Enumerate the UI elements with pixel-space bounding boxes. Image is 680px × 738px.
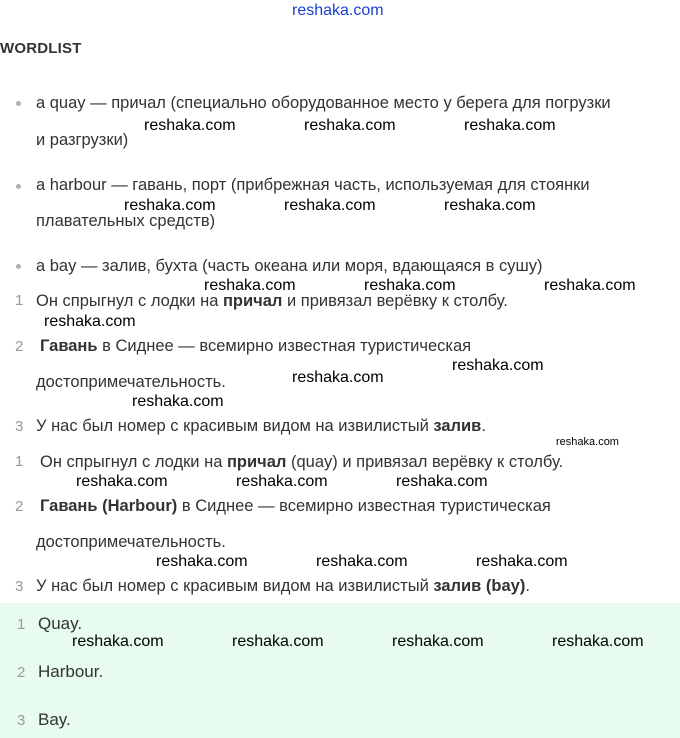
watermark: reshaka.com xyxy=(232,633,324,650)
sentence-1-3: У нас был номер с красивым видом на извилистый залив. xyxy=(36,417,486,435)
answers-block xyxy=(0,603,680,738)
answer-number: 3 xyxy=(17,712,26,729)
watermark: reshaka.com xyxy=(396,473,488,490)
sentence-number: 1 xyxy=(15,453,24,470)
sentence-number: 3 xyxy=(15,418,24,435)
watermark: reshaka.com xyxy=(72,633,164,650)
wordlist-item-3-line1: a bay — залив, бухта (часть океана или моря, вдающаяся в сушу) xyxy=(36,257,543,275)
answer-3: Bay. xyxy=(38,710,71,729)
sentence-number: 1 xyxy=(15,292,24,309)
watermark: reshaka.com xyxy=(556,436,619,448)
answer-2: Harbour. xyxy=(38,662,104,681)
watermark: reshaka.com xyxy=(464,117,556,134)
sentence-number: 3 xyxy=(15,578,24,595)
sentence-2-2: Гавань (Harbour) в Сиднее — всемирно известная туристическая xyxy=(40,497,551,515)
watermark: reshaka.com xyxy=(552,633,644,650)
watermark: reshaka.com xyxy=(156,553,248,570)
watermark: reshaka.com xyxy=(452,357,544,374)
sentence-1-2: Гавань в Сиднее — всемирно известная туристическая xyxy=(40,337,472,355)
sentence-1-2-line2: достопримечательность. xyxy=(36,373,226,391)
sentence-2-1: Он спрыгнул с лодки на причал (quay) и привязал верёвку к столбу. xyxy=(40,453,564,471)
watermark: reshaka.com xyxy=(284,197,376,214)
watermark: reshaka.com xyxy=(44,313,136,330)
answer-number: 1 xyxy=(17,616,26,633)
sentence-2-3: У нас был номер с красивым видом на извилистый залив (bay). xyxy=(36,577,530,595)
top-watermark: reshaka.com xyxy=(292,2,384,19)
watermark: reshaka.com xyxy=(204,277,296,294)
watermark: reshaka.com xyxy=(444,197,536,214)
watermark: reshaka.com xyxy=(392,633,484,650)
sentence-1-1: Он спрыгнул с лодки на причал и привязал верёвку к столбу. xyxy=(36,292,508,310)
wordlist-item-2-line1: a harbour — гавань, порт (прибрежная часть, используемая для стоянки xyxy=(36,176,590,194)
watermark: reshaka.com xyxy=(364,277,456,294)
wordlist-item-2-line2: плавательных средств) xyxy=(36,212,216,230)
watermark: reshaka.com xyxy=(76,473,168,490)
watermark: reshaka.com xyxy=(144,117,236,134)
watermark: reshaka.com xyxy=(316,553,408,570)
wordlist-title: WORDLIST xyxy=(0,40,82,57)
wordlist-item-1-line1: a quay — причал (специально оборудованное место у берега для погрузки xyxy=(36,94,611,112)
watermark: reshaka.com xyxy=(124,197,216,214)
sentence-number: 2 xyxy=(15,498,24,515)
watermark: reshaka.com xyxy=(236,473,328,490)
sentence-2-2-line2: достопримечательность. xyxy=(36,533,226,551)
watermark: reshaka.com xyxy=(132,393,224,410)
watermark: reshaka.com xyxy=(292,369,384,386)
answer-1: Quay. xyxy=(38,614,83,633)
sentence-number: 2 xyxy=(15,338,24,355)
bullet-icon xyxy=(16,184,21,189)
wordlist-item-1-line2: и разгрузки) xyxy=(36,131,129,149)
watermark: reshaka.com xyxy=(544,277,636,294)
bullet-icon xyxy=(16,101,21,106)
answer-number: 2 xyxy=(17,664,26,681)
watermark: reshaka.com xyxy=(476,553,568,570)
bullet-icon xyxy=(16,264,21,269)
watermark: reshaka.com xyxy=(304,117,396,134)
